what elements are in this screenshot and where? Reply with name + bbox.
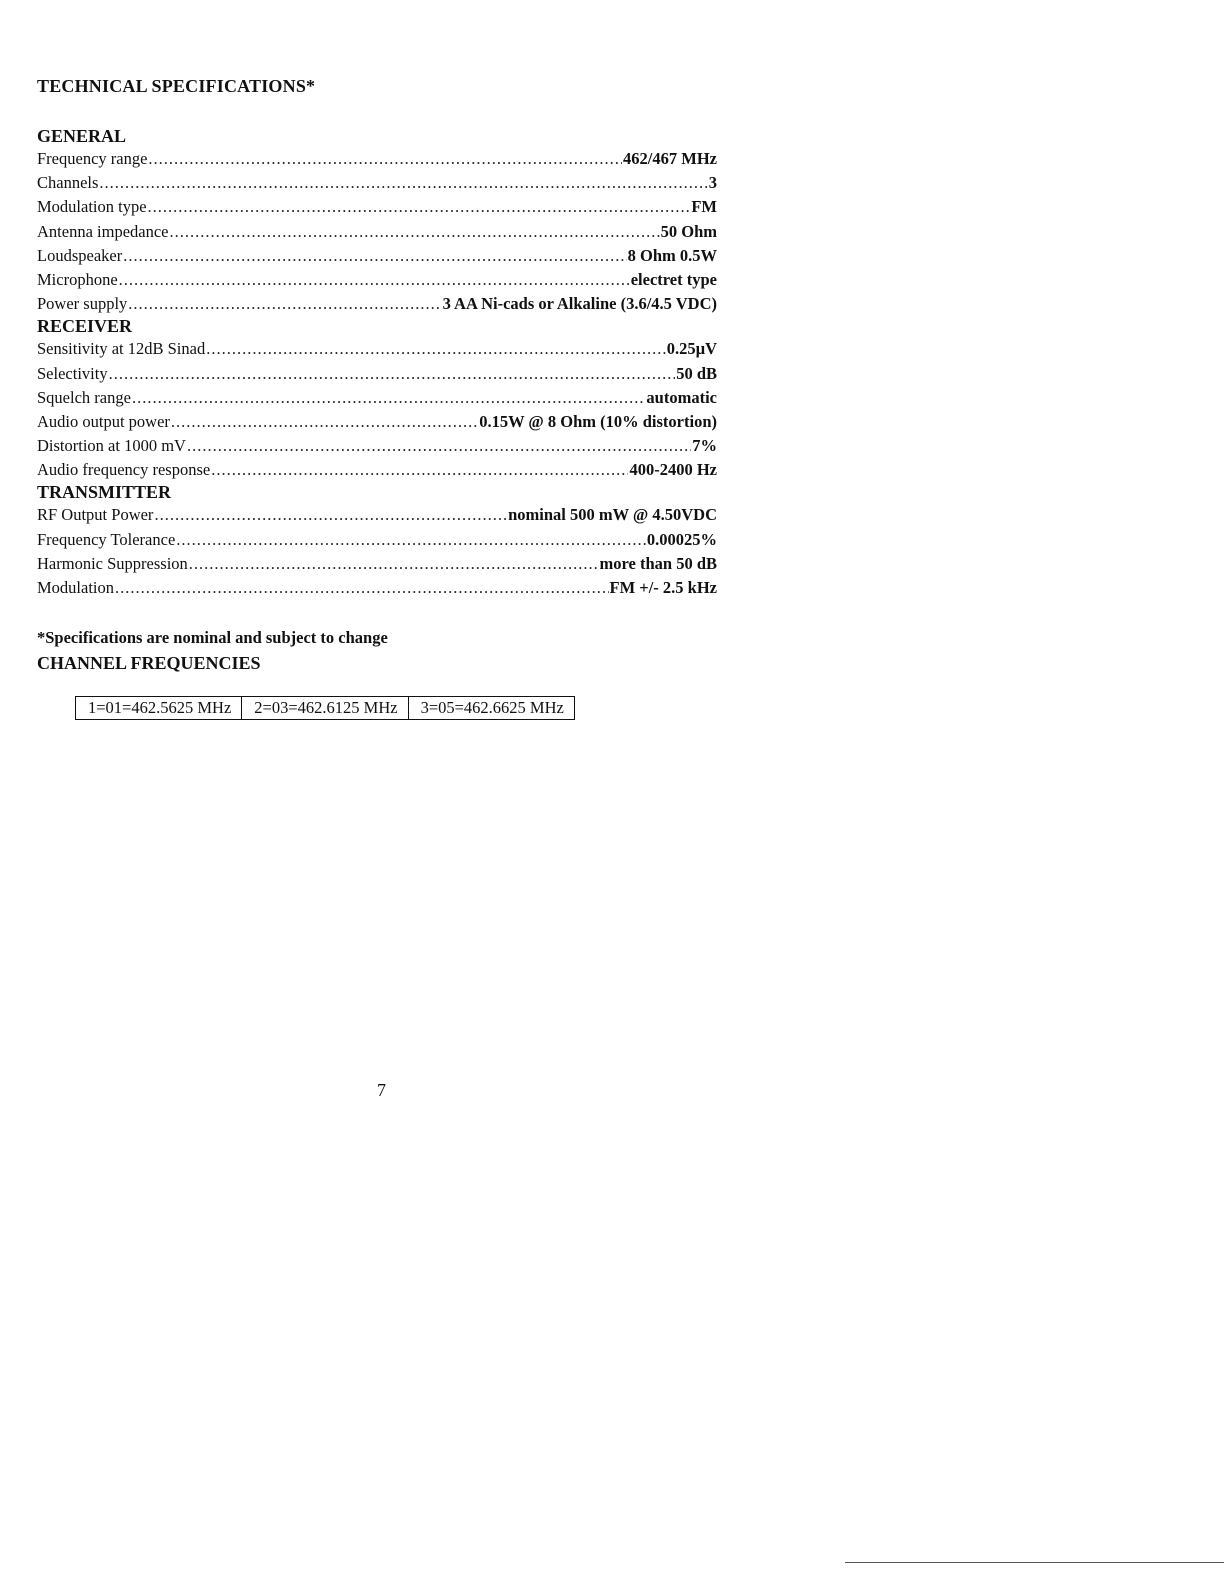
spec-value: 0.25µV [666,339,717,359]
spec-row-microphone [37,268,717,292]
page-number: 7 [377,1080,386,1100]
dot-leader [154,503,507,527]
spec-label: Channels [37,173,99,193]
spec-label: Microphone [37,269,118,289]
spec-value: electret type [630,269,717,289]
dot-leader [115,576,609,600]
spec-value: 0.15W @ 8 Ohm (10% distortion) [479,411,717,431]
spec-row-audio-output-power [37,410,717,434]
spec-row-power-supply [37,292,717,316]
spec-label: Audio output power [37,411,170,431]
channel-frequencies-table [75,696,575,720]
dot-leader [176,528,646,552]
spec-value: 400-2400 Hz [629,460,717,480]
spec-value: 8 Ohm 0.5W [627,245,717,265]
spec-label: RF Output Power [37,505,154,525]
spec-label: Antenna impedance [37,221,169,241]
dot-leader [128,292,441,316]
dot-leader [206,337,665,361]
dot-leader [169,220,659,244]
spec-row-modulation-type [37,195,717,219]
dot-leader [189,552,599,576]
dot-leader [187,434,691,458]
spec-value: 50 dB [676,363,717,383]
spec-row-audio-frequency-response [37,458,717,482]
specifications-list [37,126,717,600]
spec-row-channels [37,171,717,195]
spec-row-harmonic-suppression [37,552,717,576]
spec-label: Power supply [37,294,128,314]
section-heading: TRANSMITTER [37,482,172,503]
spec-row-frequency-range [37,147,717,171]
spec-row-distortion [37,434,717,458]
bottom-rule [845,1562,1224,1563]
spec-row-squelch-range [37,386,717,410]
spec-row-selectivity [37,362,717,386]
spec-value: 462/467 MHz [623,149,717,168]
section-heading: RECEIVER [37,316,133,337]
spec-value: 50 Ohm [660,221,717,241]
spec-value: 0.00025% [646,529,717,549]
spec-label: Harmonic Suppression [37,553,188,573]
spec-label: Squelch range [37,387,131,407]
spec-label: Distortion at 1000 mV [37,436,186,456]
spec-value: nominal 500 mW @ 4.50VDC [508,505,717,525]
spec-row-modulation [37,576,717,600]
spec-row-antenna-impedance [37,220,717,244]
section-receiver [37,316,717,482]
spec-label: Audio frequency response [37,460,211,480]
spec-value: more than 50 dB [599,553,717,573]
spec-label: Sensitivity at 12dB Sinad [37,339,206,359]
dot-leader [171,410,478,434]
spec-label: Modulation type [37,197,147,217]
page-title: TECHNICAL SPECIFICATIONS* [37,76,316,96]
dot-leader [119,268,630,292]
section-heading: GENERAL [37,126,127,146]
dot-leader [123,244,626,268]
spec-row-frequency-tolerance [37,528,717,552]
specifications-note: *Specifications are nominal and subject to change [37,628,388,647]
section-transmitter [37,482,717,600]
dot-leader [132,386,645,410]
dot-leader [148,147,622,171]
dot-leader [148,195,691,219]
spec-row-loudspeaker [37,244,717,268]
spec-value: 3 [708,173,717,193]
spec-row-rf-output-power [37,503,717,527]
dot-leader [99,171,707,195]
spec-value: FM +/- 2.5 kHz [609,578,717,597]
spec-label: Frequency range [37,149,148,168]
channel-cell-3: 3=05=462.6625 MHz [420,698,564,717]
spec-value: FM [691,197,717,217]
spec-value: 3 AA Ni-cads or Alkaline (3.6/4.5 VDC) [442,294,717,314]
dot-leader [109,362,676,386]
channel-cell-1: 1=01=462.5625 MHz [76,697,242,719]
spec-label: Frequency Tolerance [37,529,176,549]
spec-value: automatic [646,387,717,407]
spec-label: Selectivity [37,363,108,383]
dot-leader [211,458,628,482]
section-general [37,126,717,316]
spec-row-sensitivity [37,337,717,361]
spec-label: Loudspeaker [37,245,123,265]
spec-label: Modulation [37,578,114,597]
channel-frequencies-heading: CHANNEL FREQUENCIES [37,653,261,673]
spec-value: 7% [692,436,717,456]
channel-cell-2: 2=03=462.6125 MHz [242,697,408,719]
